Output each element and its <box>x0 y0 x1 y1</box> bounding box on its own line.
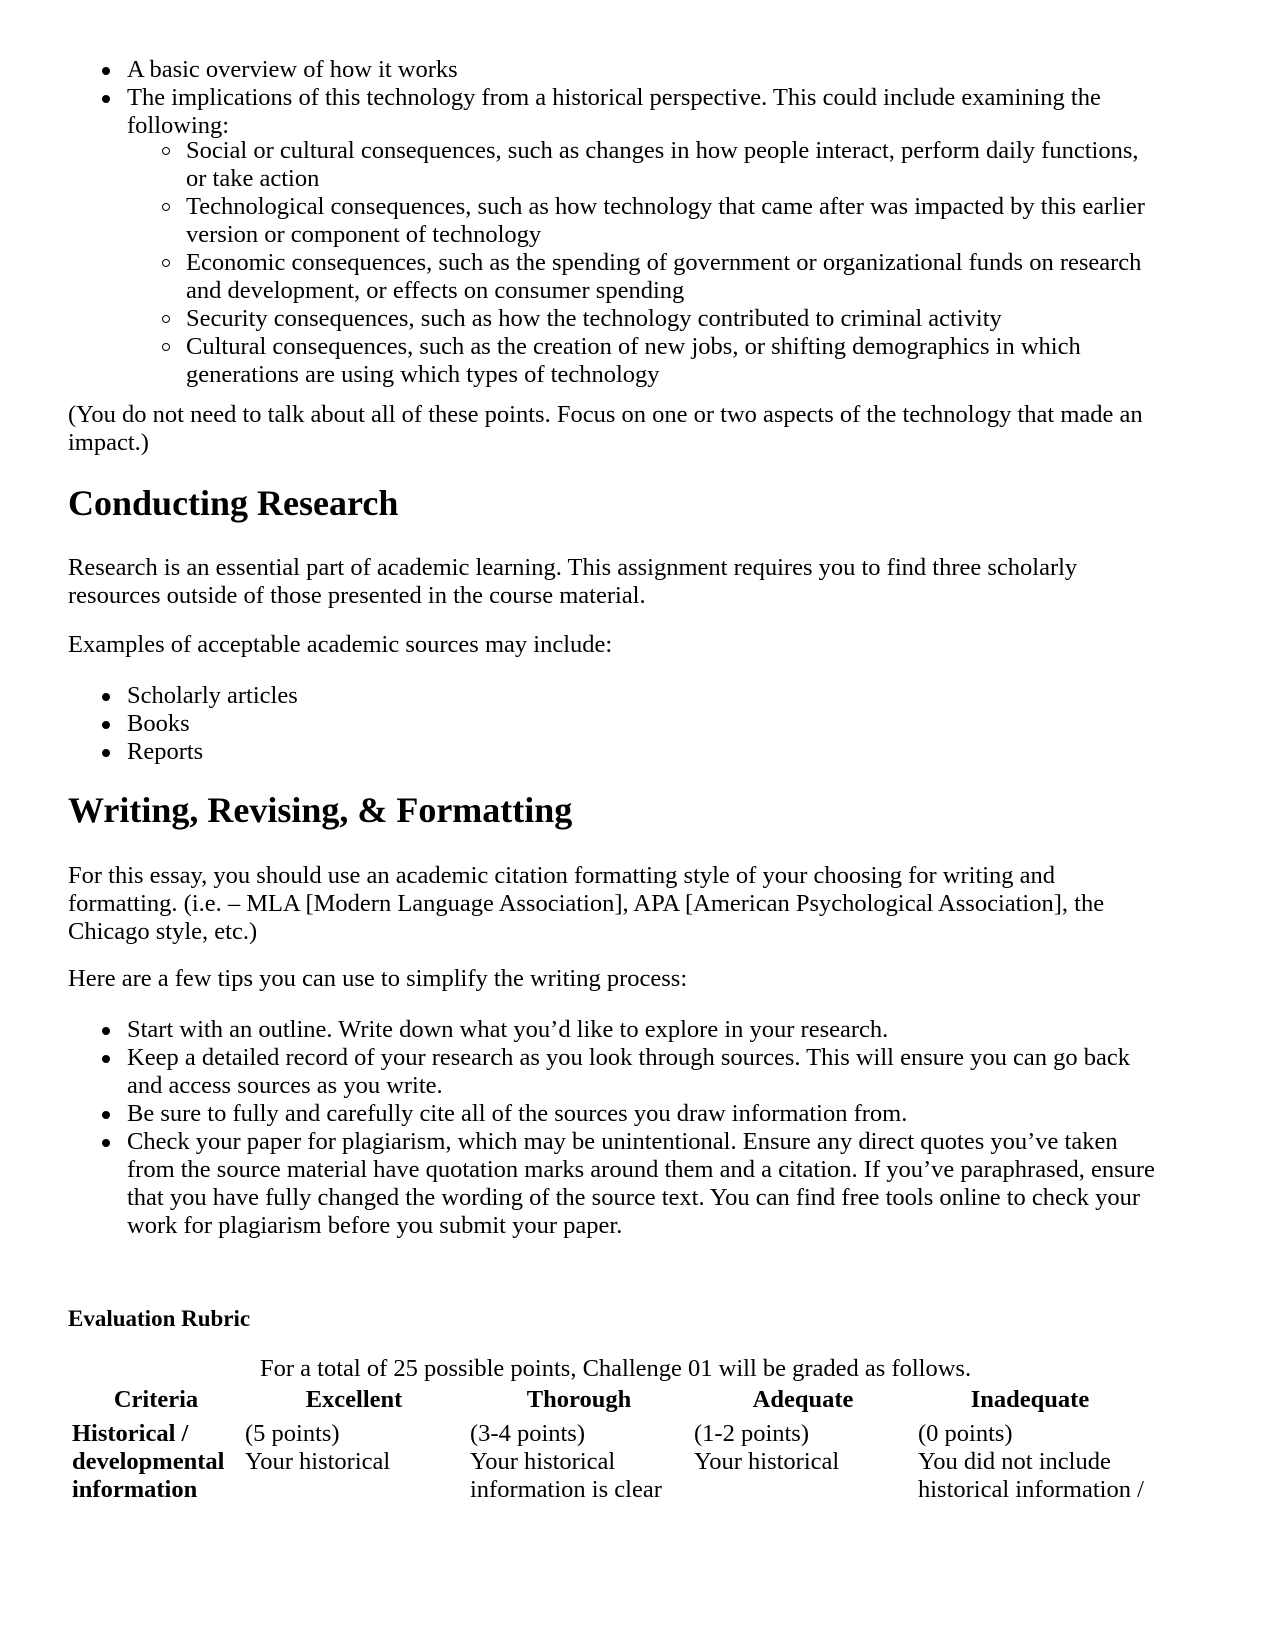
research-intro: Research is an essential part of academic learning. This assignment requires you to find three scholarly resources outside of those presented in the course material. <box>68 554 1078 609</box>
list-item: Reports <box>127 738 727 766</box>
rubric-heading: Evaluation Rubric <box>68 1306 251 1331</box>
consequences-sublist <box>186 137 1161 389</box>
research-heading: Conducting Research <box>68 483 399 523</box>
cell-description: Your historical <box>245 1448 391 1475</box>
column-header-criteria: Criteria <box>113 1386 199 1413</box>
writing-intro: For this essay, you should use an academic citation formatting style of your choosing for writing and formatting. (i.e. – MLA [Modern Language Association], APA [American Psychological Association], the Chicago style, etc.) <box>68 862 1105 945</box>
list-item: Scholarly articles <box>127 682 727 710</box>
sub-list-item: Technological consequences, such as how technology that came after was impacted by this earlier version or component of technology <box>186 193 1161 249</box>
sources-label: Examples of acceptable academic sources may include: <box>68 631 613 658</box>
list-item: Start with an outline. Write down what you’d like to explore in your research. <box>127 1016 1157 1044</box>
list-item: Check your paper for plagiarism, which may be unintentional. Ensure any direct quotes you’ve taken from the source material have quotation marks around them and a citation. If you’ve paraphrased, ensure that you have fully changed the wording of the source text. You can find free tools online to check your work for plagiarism before you submit your paper. <box>127 1128 1157 1240</box>
rubric-cell-inadequate <box>918 1420 1148 1504</box>
tips-label: Here are a few tips you can use to simplify the writing process: <box>68 965 688 992</box>
rubric-cell-thorough <box>470 1420 685 1504</box>
list-item: A basic overview of how it works <box>127 56 1157 84</box>
points-label: (0 points) <box>918 1420 1013 1447</box>
column-header-excellent: Excellent <box>305 1386 403 1413</box>
sub-list-item: Social or cultural consequences, such as changes in how people interact, perform daily functions, or take action <box>186 137 1161 193</box>
sub-list-item: Security consequences, such as how the technology contributed to criminal activity <box>186 305 1161 333</box>
rubric-cell-adequate <box>694 1420 909 1476</box>
cell-description: You did not include historical information / <box>918 1448 1144 1503</box>
focus-note: (You do not need to talk about all of these points. Focus on one or two aspects of the technology that made an impact.) <box>68 401 1143 456</box>
rubric-caption: For a total of 25 possible points, Challenge 01 will be graded as follows. <box>260 1355 972 1382</box>
sub-list-item: Economic consequences, such as the spending of government or organizational funds on research and development, or effects on consumer spending <box>186 249 1161 305</box>
rubric-criterion: Historical / developmental information <box>72 1420 225 1503</box>
points-label: (5 points) <box>245 1420 340 1447</box>
list-item: Keep a detailed record of your research as you look through sources. This will ensure you can go back and access sources as you write. <box>127 1044 1157 1100</box>
overview-list <box>127 56 1157 140</box>
writing-heading: Writing, Revising, & Formatting <box>68 790 573 830</box>
column-header-inadequate: Inadequate <box>970 1386 1090 1413</box>
cell-description: Your historical <box>694 1448 840 1475</box>
list-item: Be sure to fully and carefully cite all of the sources you draw information from. <box>127 1100 1157 1128</box>
list-item: The implications of this technology from a historical perspective. This could include examining the following: <box>127 84 1157 140</box>
tips-list <box>127 1016 1157 1240</box>
rubric-cell-excellent <box>245 1420 460 1476</box>
sources-list <box>127 682 727 766</box>
sub-list-item: Cultural consequences, such as the creation of new jobs, or shifting demographics in which generations are using which types of technology <box>186 333 1161 389</box>
points-label: (1-2 points) <box>694 1420 809 1447</box>
column-header-adequate: Adequate <box>752 1386 854 1413</box>
points-label: (3-4 points) <box>470 1420 585 1447</box>
column-header-thorough: Thorough <box>526 1386 632 1413</box>
cell-description: Your historical information is clear <box>470 1448 662 1503</box>
list-item: Books <box>127 710 727 738</box>
